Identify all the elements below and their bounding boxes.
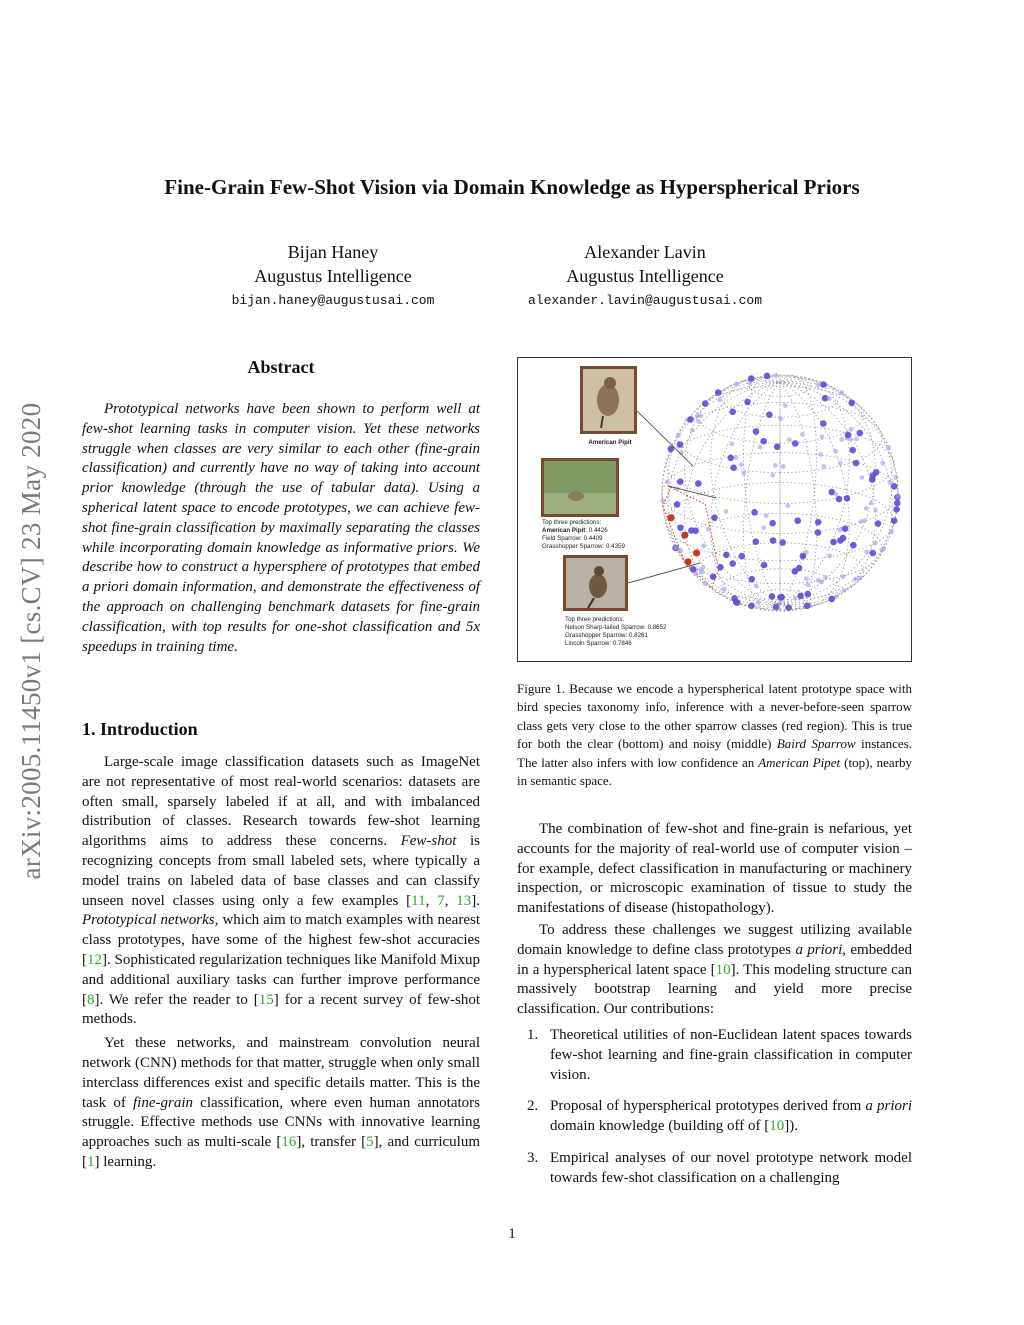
prototype-point [889, 529, 894, 534]
prototype-point [873, 469, 880, 476]
prediction-row: American Pipit: 0.4426 [542, 527, 608, 534]
prototype-point [778, 601, 783, 606]
prototype-point [677, 524, 684, 531]
abstract-paragraph: Prototypical networks have been shown to perform well at few-shot learning tasks in computer vision. Yet these networks struggle when classes are very similar to each other (fine-grain classification) and currently have no way of taking into account prior knowledge (through the use of tabular data). Using a spherical latent space to encode prototypes, we can achieve few-shot fine-grain classification by maximally separating the classes while incorporating domain knowledge as informative priors. We describe how to construct a hypersphere of prototypes that embed a priori domain information, and demonstrate the effectiveness of the approach on challenging benchmark datasets for fine-grain classification, with top results for one-shot classification and 5x speedups in training time. [82, 401, 480, 655]
prototype-point [778, 416, 783, 421]
prototype-point [842, 588, 847, 593]
pointer-line [628, 563, 700, 583]
prototype-point [729, 560, 736, 567]
prototype-point [690, 566, 697, 573]
prototype-point [729, 409, 736, 416]
prototype-point [702, 400, 709, 407]
prototype-point [864, 506, 869, 511]
citation-link[interactable]: 10 [769, 1118, 785, 1135]
prototype-point [891, 517, 898, 524]
author-affiliation: Augustus Intelligence [566, 266, 724, 286]
prototype-point [869, 501, 874, 506]
prototype-point [830, 539, 837, 546]
prototype-point [844, 495, 851, 502]
prototype-point [891, 483, 898, 490]
prototype-point [886, 445, 891, 450]
prototype-point [800, 553, 807, 560]
intro-paragraph-1: Large-scale image classification datasets such as ImageNet are not representative of most real-world scenarios: datasets are often small, sparsely labeled if at all, and with imbalanced distribution of classes. Research towards few-shot learning algorithms aims to address these concerns. Few-shot is recognizing concepts from small labeled sets, where typically a model trains on labeled data of base classes and can classify unseen novel classes using only a few examples [11, 7, 13]. Prototypical networks, which aim to match examples with nearest class prototypes, have some of the highest few-shot accuracies [12]. Sophisticated regularization techniques like Manifold Mixup and additional auxiliary tasks can further improve performance [8]. We refer the reader to [15] for a recent survey of few-shot methods. [82, 754, 481, 1028]
top-three-label: Top three predictions: [565, 616, 625, 623]
prototype-point [674, 501, 681, 508]
prototype-point [696, 419, 701, 424]
prototype-point [744, 399, 751, 406]
figure-caption: Figure 1. Because we encode a hyperspherical latent prototype space with bird species taxonomy info, inference with a never-before-seen sparrow class gets very close to the other sparrow classes (red region). This is true for both the clear (bottom) and noisy (middle) Baird Sparrow instances. The latter also infers with low confidence an American Pipet (top), nearby in semantic space. [517, 681, 913, 789]
prototype-point [804, 576, 809, 581]
bird-photo-clear [563, 555, 628, 611]
citation-link[interactable]: 10 [715, 961, 731, 978]
prototype-point [794, 517, 801, 524]
prototype-point [724, 509, 729, 514]
author-email[interactable]: alexander.lavin@augustusai.com [527, 293, 763, 308]
citation-link[interactable]: 8 [87, 991, 95, 1008]
prototype-point [753, 428, 760, 435]
author-name: Bijan Haney [287, 242, 379, 262]
prototype-point [875, 520, 882, 527]
citation-link[interactable]: 12 [87, 951, 102, 968]
prototype-point [857, 576, 862, 581]
prototype-point [773, 604, 780, 611]
prototype-point [701, 544, 706, 549]
citation-link[interactable]: 11 [411, 892, 426, 909]
prototype-point [827, 396, 832, 401]
prototype-point [699, 413, 704, 418]
prediction-row: Nelson Sharp-tailed Sparrow: 0.8652 [565, 624, 667, 631]
right-column-body [517, 820, 912, 1201]
prototype-point [727, 455, 734, 462]
contributions-list [517, 1026, 912, 1189]
prototype-point [888, 480, 893, 485]
prototype-point [723, 552, 730, 559]
prototype-point [848, 437, 853, 442]
prototype-point [766, 411, 773, 418]
prototype-point [849, 427, 854, 432]
prototype-point [753, 538, 760, 545]
prototype-point [833, 449, 838, 454]
prototype-point [751, 509, 758, 516]
citation-link[interactable]: 15 [258, 991, 274, 1008]
prototype-point [739, 553, 746, 560]
prototype-point [850, 542, 857, 549]
prototype-point [896, 494, 901, 499]
prototype-point [730, 464, 737, 471]
prototype-point [845, 432, 852, 439]
prototype-point [741, 471, 746, 476]
prototype-point [764, 373, 771, 380]
prototype-point [859, 475, 864, 480]
prototype-point [687, 416, 694, 423]
prototype-point [853, 460, 860, 467]
prototype-point [894, 500, 901, 507]
prototype-point [730, 441, 735, 446]
prototype-point [827, 553, 832, 558]
citation-link[interactable]: 1 [87, 1153, 95, 1170]
prototype-point [678, 548, 683, 553]
prototype-point [800, 432, 805, 437]
prototype-point [818, 452, 823, 457]
sparrow-prototype-point [693, 549, 700, 556]
prototype-point [879, 548, 884, 553]
prototype-point [677, 478, 684, 485]
author-1 [183, 240, 483, 314]
prototype-point [778, 594, 785, 601]
prototype-point [804, 603, 811, 610]
prototype-point [760, 438, 767, 445]
prototype-point [676, 433, 681, 438]
prediction-row: Lincoln Sparrow: 0.7846 [565, 640, 632, 647]
prototype-point [796, 565, 803, 572]
prototype-point [734, 455, 739, 460]
prototype-point [787, 437, 792, 442]
bird-photo-noisy [541, 458, 619, 517]
top-three-label: Top three predictions: [542, 519, 602, 526]
prototype-point [711, 514, 718, 521]
prototype-point [756, 600, 761, 605]
prototype-point [774, 444, 781, 451]
prototype-point [828, 596, 835, 603]
prototype-point [838, 528, 843, 533]
prototype-point [833, 492, 838, 497]
pointer-line [636, 410, 693, 466]
prototype-point [823, 575, 828, 580]
prototype-point [854, 437, 859, 442]
prototype-point [837, 537, 844, 544]
prototype-point [820, 434, 825, 439]
prototype-point [793, 596, 798, 601]
sparrow-prototype-point [681, 532, 688, 539]
prototype-point [797, 593, 804, 600]
prototype-point [806, 582, 811, 587]
right-paragraph-2: To address these challenges we suggest utilizing available domain knowledge to define class prototypes a priori, embedded in a hyperspherical latent space [10]. This modeling structure can massively bootstrap learning and yield more precise classification. Our contributions: [517, 921, 913, 1018]
prototype-point [721, 587, 726, 592]
prototype-point [870, 550, 877, 557]
prototype-point [869, 476, 876, 483]
prototype-point [848, 400, 855, 407]
prototype-point [781, 464, 786, 469]
prototype-point [748, 375, 755, 382]
prototype-point [836, 496, 843, 503]
prototype-point [665, 479, 670, 484]
prototype-point [710, 573, 717, 580]
prototype-point [864, 550, 869, 555]
prototype-point [838, 461, 843, 466]
author-affiliation: Augustus Intelligence [254, 266, 412, 286]
prototype-point [853, 577, 858, 582]
right-paragraph-1: The combination of few-shot and fine-grain is nefarious, yet accounts for the majority of real-world use of computer vision – for example, defect classification in manufacturing or machinery inspection, or microscopic examination of tissue to study the manifestations of disease (histopathology). [517, 821, 912, 917]
prototype-point [873, 508, 878, 513]
prototype-point [748, 603, 755, 610]
prototype-point [785, 503, 790, 508]
prototype-point [893, 506, 900, 513]
abstract-heading: Abstract [247, 357, 315, 377]
prototype-point [820, 420, 827, 427]
pointer-line [668, 486, 716, 498]
prototype-point [769, 593, 776, 600]
prototype-point [773, 373, 778, 378]
prototype-point [690, 428, 695, 433]
prototype-point [893, 475, 898, 480]
prototype-point [815, 519, 822, 526]
figure-1 [517, 357, 912, 662]
prediction-row: Field Sparrow: 0.4409 [542, 535, 603, 542]
prototype-point [761, 562, 768, 569]
prototype-point [770, 537, 777, 544]
prototype-point [717, 564, 724, 571]
prototype-point [805, 591, 812, 598]
prototype-point [695, 480, 702, 487]
prototype-point [764, 513, 769, 518]
prototype-point [673, 545, 678, 550]
contribution-item: 3. Empirical analyses of our novel prototype network model towards few-shot classification on a challenging [527, 1149, 912, 1186]
contribution-item: 1. Theoretical utilities of non-Euclidean latent spaces towards few-shot learning and fine-grain classification in computer vision. [527, 1026, 912, 1083]
prototype-point [717, 397, 722, 402]
prototype-point [677, 441, 684, 448]
prototype-point [770, 473, 775, 478]
prototype-point [700, 565, 705, 570]
prototype-point [660, 499, 665, 504]
sparrow-prototype-point [684, 558, 691, 565]
section-heading-introduction: 1. Introduction [82, 719, 198, 739]
citation-link[interactable]: 16 [281, 1134, 297, 1151]
prototype-point [773, 463, 778, 468]
arxiv-identifier: arXiv:2005.11450v1 [cs.CV] 23 May 2020 [16, 402, 46, 880]
prototype-point [841, 574, 846, 579]
prototype-point [688, 527, 695, 534]
citation-link[interactable]: 13 [456, 892, 472, 909]
prototype-point [731, 595, 738, 602]
citation-link[interactable]: 5 [366, 1134, 374, 1151]
prototype-point [785, 604, 792, 611]
prototype-point [862, 519, 867, 524]
hypersphere-figure [518, 358, 911, 661]
prediction-row: Grasshopper Sparrow: 0.4359 [542, 543, 625, 550]
prototype-point [706, 527, 711, 532]
author-email[interactable]: bijan.haney@augustusai.com [231, 293, 435, 308]
prototype-point [761, 525, 766, 530]
prototype-point [715, 389, 722, 396]
page-number: 1 [508, 1226, 516, 1242]
prototype-point [783, 403, 788, 408]
prototype-point [815, 529, 822, 536]
hypersphere [660, 373, 900, 612]
citation-link[interactable]: 7 [437, 892, 445, 909]
prototype-point [820, 381, 827, 388]
prototype-point [734, 381, 739, 386]
intro-paragraph-2: Yet these networks, and mainstream convolution neural network (CNN) methods for that matter, struggle when only small interclass differences exist and specific details matter. This is the task of fine-grain classification, where even human annotators struggle. Effective methods use CNNs with innovative learning approaches such as multi-scale [16], transfer [5], and curriculum [1] learning. [82, 1035, 481, 1170]
author-name: Alexander Lavin [584, 242, 706, 262]
prototype-point [857, 430, 864, 437]
prototype-point [769, 520, 776, 527]
prototype-point [816, 383, 821, 388]
prototype-point [749, 576, 756, 583]
abstract-text [82, 400, 480, 657]
prediction-row: Grasshopper Sparrow: 0.8261 [565, 632, 648, 639]
introduction-body [82, 753, 480, 1173]
prototype-point [779, 539, 786, 546]
prototype-point [873, 541, 878, 546]
bird-photo-pipit [580, 366, 637, 434]
author-2 [495, 240, 795, 314]
prototype-point [819, 580, 824, 585]
prototype-point [792, 440, 799, 447]
prototype-point [839, 390, 844, 395]
prototype-point [849, 447, 856, 454]
prototype-point [754, 584, 759, 589]
prototype-point [758, 445, 763, 450]
prototype-point [821, 464, 826, 469]
label-american-pipit: American Pipit [588, 439, 632, 446]
contribution-item: 2. Proposal of hyperspherical prototypes derived from a priori domain knowledge (building off of [10]). [527, 1098, 913, 1135]
prototype-point [702, 581, 707, 586]
prototype-point [880, 461, 885, 466]
sparrow-prototype-point [667, 514, 674, 521]
prototype-point [739, 462, 744, 467]
prototype-point [842, 525, 849, 532]
paper-title: Fine-Grain Few-Shot Vision via Domain Knowledge as Hyperspherical Priors [164, 175, 860, 199]
prototype-point [839, 437, 844, 442]
